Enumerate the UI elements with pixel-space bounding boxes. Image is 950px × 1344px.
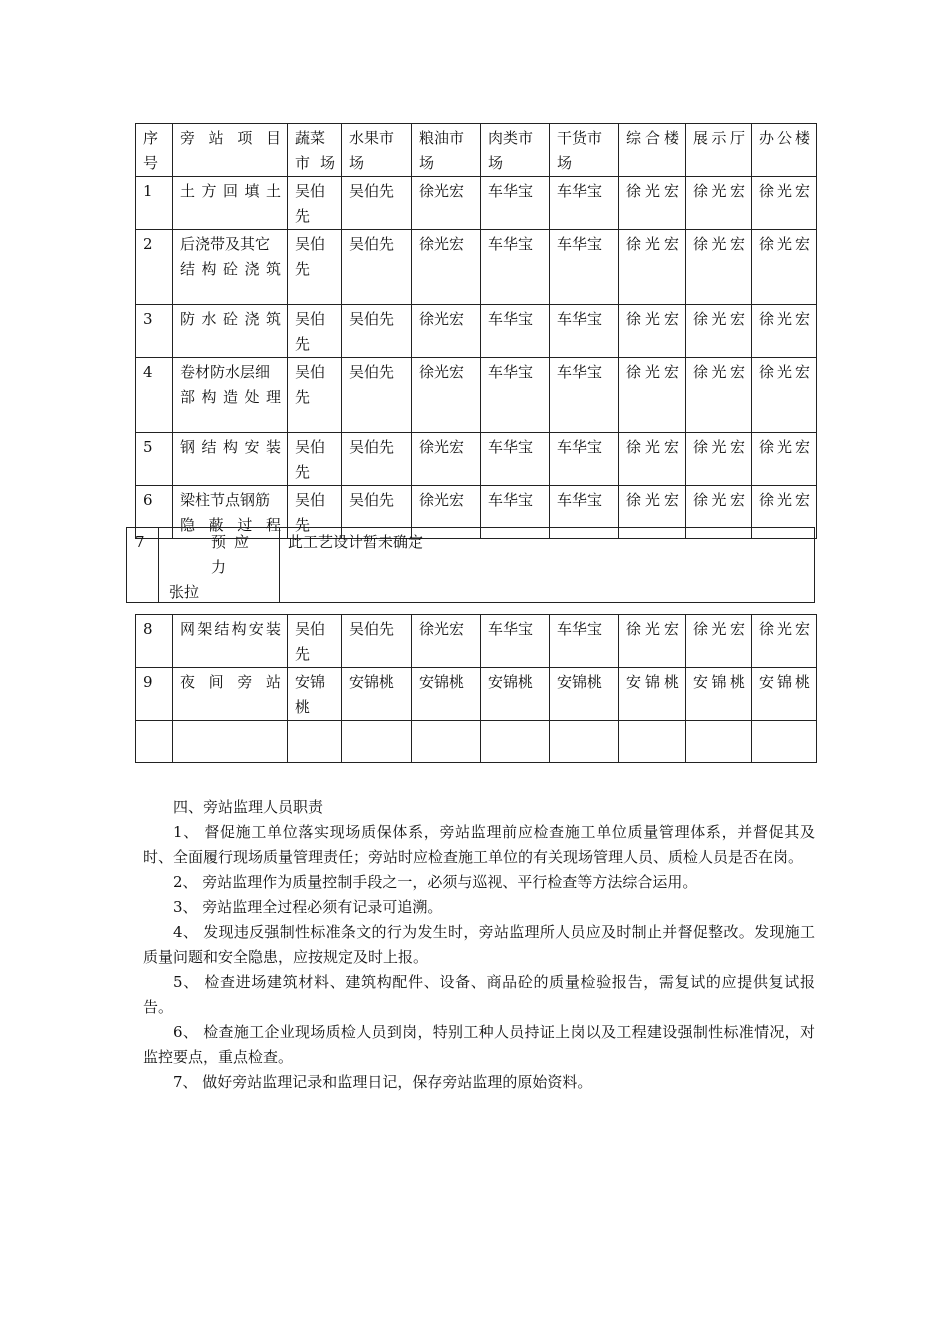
table-row-cell: 防水砼浇筑 xyxy=(173,305,288,358)
table-row-cell: 车华宝 xyxy=(550,433,619,486)
table-row-cell: 吴伯先 xyxy=(288,486,342,539)
table-row-cell: 徐光宏 xyxy=(752,177,817,230)
header-row-cell: 综合楼 xyxy=(619,124,686,177)
header-row-cell: 肉类市场 xyxy=(481,124,550,177)
table-row-cell: 6 xyxy=(136,486,173,539)
table-row-cell: 车华宝 xyxy=(481,177,550,230)
empty-row-cell xyxy=(686,721,752,763)
table-row-cell: 吴伯先 xyxy=(288,305,342,358)
row7-item-line2: 张拉 xyxy=(169,583,200,601)
table-row-cell: 吴伯先 xyxy=(342,305,412,358)
table-row-cell: 徐光宏 xyxy=(686,305,752,358)
duty-item: 3、 旁站监理全过程必须有记录可追溯。 xyxy=(173,898,443,916)
table-row-cell: 车华宝 xyxy=(481,230,550,305)
duty-item: 5、 检查进场建筑材料、建筑构配件、设备、商品砼的质量检验报告，需复试的应提供复试报告。 xyxy=(143,973,815,1016)
table-row-cell: 徐光宏 xyxy=(752,305,817,358)
table-row-cell: 3 xyxy=(136,305,173,358)
table-row-cell: 徐光宏 xyxy=(686,486,752,539)
table-row xyxy=(136,230,817,305)
table-row-cell: 夜间旁站 xyxy=(173,668,288,721)
table-row-cell: 徐光宏 xyxy=(412,615,481,668)
table-row-cell: 徐光宏 xyxy=(619,433,686,486)
table-row-cell: 安锦桃 xyxy=(686,668,752,721)
table-row-cell: 安锦桃 xyxy=(619,668,686,721)
table-row-cell: 安锦桃 xyxy=(342,668,412,721)
header-row-cell: 展示厅 xyxy=(686,124,752,177)
header-row-cell: 旁站项目 xyxy=(173,124,288,177)
table-row-cell: 车华宝 xyxy=(481,358,550,433)
table-row-cell: 网架结构安装 xyxy=(173,615,288,668)
row7-item-line1: 预应力 xyxy=(211,533,258,576)
table-row-cell: 吴伯先 xyxy=(342,230,412,305)
table-row-cell: 吴伯先 xyxy=(288,615,342,668)
table-row-cell: 安锦桃 xyxy=(752,668,817,721)
duties-section xyxy=(143,795,815,1095)
empty-row xyxy=(136,721,817,763)
table-row-cell: 安锦桃 xyxy=(288,668,342,721)
table-row-cell: 2 xyxy=(136,230,173,305)
table-row xyxy=(136,433,817,486)
empty-row-cell xyxy=(619,721,686,763)
empty-row-cell xyxy=(412,721,481,763)
table-row-cell: 吴伯先 xyxy=(342,358,412,433)
table-row-cell: 车华宝 xyxy=(550,230,619,305)
duty-item: 4、 发现违反强制性标准条文的行为发生时，旁站监理所人员应及时制止并督促整改。发现施工质量问题和安全隐患，应按规定及时上报。 xyxy=(143,923,815,966)
table-row-cell: 钢结构安装 xyxy=(173,433,288,486)
table-row-cell: 徐光宏 xyxy=(686,358,752,433)
table-row-cell: 5 xyxy=(136,433,173,486)
header-row-cell: 水果市场 xyxy=(342,124,412,177)
table-row-cell: 车华宝 xyxy=(550,486,619,539)
table-row-cell: 徐光宏 xyxy=(752,358,817,433)
duty-item: 6、 检查施工企业现场质检人员到岗，特别工种人员持证上岗以及工程建设强制性标准情况，对监控要点，重点检查。 xyxy=(143,1023,815,1066)
table-row-cell: 车华宝 xyxy=(481,615,550,668)
table-row xyxy=(136,615,817,668)
empty-row-cell xyxy=(481,721,550,763)
table-row-cell: 车华宝 xyxy=(550,615,619,668)
header-row-cell: 办公楼 xyxy=(752,124,817,177)
table-row-cell: 徐光宏 xyxy=(686,230,752,305)
table-row-cell: 吴伯先 xyxy=(342,615,412,668)
table-row-cell: 徐光宏 xyxy=(412,230,481,305)
empty-row-cell xyxy=(173,721,288,763)
table-row-cell: 车华宝 xyxy=(481,486,550,539)
table-row-cell: 吴伯先 xyxy=(342,433,412,486)
table-row-cell: 车华宝 xyxy=(550,358,619,433)
table-row xyxy=(136,668,817,721)
empty-row-cell xyxy=(288,721,342,763)
table-row-cell: 徐光宏 xyxy=(752,433,817,486)
header-row-cell: 粮油市场 xyxy=(412,124,481,177)
header-row xyxy=(136,124,817,177)
table-row-cell: 安锦桃 xyxy=(481,668,550,721)
table-row-cell: 吴伯先 xyxy=(288,433,342,486)
table-row-cell: 8 xyxy=(136,615,173,668)
empty-row-cell xyxy=(342,721,412,763)
table-row-cell: 徐光宏 xyxy=(686,615,752,668)
header-row-cell: 干货市场 xyxy=(550,124,619,177)
table-row-cell: 安锦桃 xyxy=(412,668,481,721)
table-row-cell: 吴伯先 xyxy=(288,358,342,433)
table-row-cell: 徐光宏 xyxy=(412,305,481,358)
table-row-cell: 吴伯先 xyxy=(342,177,412,230)
table-row xyxy=(136,358,817,433)
duty-item: 7、 做好旁站监理记录和监理日记，保存旁站监理的原始资料。 xyxy=(173,1073,593,1091)
empty-row-cell xyxy=(136,721,173,763)
table-row-cell: 安锦桃 xyxy=(550,668,619,721)
table-row-cell: 徐光宏 xyxy=(619,615,686,668)
table-row-cell: 徐光宏 xyxy=(412,433,481,486)
table-row-cell: 车华宝 xyxy=(481,433,550,486)
table-row-cell: 徐光宏 xyxy=(412,486,481,539)
row7-note: 此工艺设计暂未确定 xyxy=(288,533,424,551)
table-row-cell: 徐光宏 xyxy=(752,615,817,668)
table-row-cell: 卷材防水层细部构造处理 xyxy=(173,358,288,433)
section-title: 四、旁站监理人员职责 xyxy=(173,798,324,816)
table-row-cell: 梁柱节点钢筋隐蔽过程 xyxy=(173,486,288,539)
table-row-cell: 徐光宏 xyxy=(619,305,686,358)
table-row-cell: 徐光宏 xyxy=(619,358,686,433)
header-row-cell: 蔬菜市场 xyxy=(288,124,342,177)
duty-item: 2、 旁站监理作为质量控制手段之一，必须与巡视、平行检查等方法综合运用。 xyxy=(173,873,698,891)
table-row-cell: 吴伯先 xyxy=(288,177,342,230)
empty-row-cell xyxy=(550,721,619,763)
table-row-cell: 徐光宏 xyxy=(752,230,817,305)
table-row-cell: 土方回填土 xyxy=(173,177,288,230)
table-row-cell: 徐光宏 xyxy=(619,177,686,230)
table-row-cell: 徐光宏 xyxy=(412,358,481,433)
table-row-cell: 后浇带及其它结构砼浇筑 xyxy=(173,230,288,305)
table-row-cell: 吴伯先 xyxy=(342,486,412,539)
table-row-cell: 9 xyxy=(136,668,173,721)
table-row-cell: 徐光宏 xyxy=(619,486,686,539)
table-row-cell: 徐光宏 xyxy=(412,177,481,230)
table-row-cell: 1 xyxy=(136,177,173,230)
table-row-cell: 吴伯先 xyxy=(288,230,342,305)
table-row-cell: 车华宝 xyxy=(550,177,619,230)
table-row-cell: 徐光宏 xyxy=(686,433,752,486)
supervision-table xyxy=(135,123,817,763)
table-row xyxy=(136,177,817,230)
table-row-7 xyxy=(126,527,815,603)
table-row-cell: 4 xyxy=(136,358,173,433)
table-row-cell: 车华宝 xyxy=(550,305,619,358)
table-row xyxy=(136,305,817,358)
row7-no: 7 xyxy=(127,528,159,602)
empty-row-cell xyxy=(752,721,817,763)
row7-item xyxy=(159,528,280,602)
duty-item: 1、 督促施工单位落实现场质保体系，旁站监理前应检查施工单位质量管理体系，并督促其及时、全面履行现场质量管理责任；旁站时应检查施工单位的有关现场管理人员、质检人员是否在岗。 xyxy=(143,823,815,866)
table-row-cell: 徐光宏 xyxy=(752,486,817,539)
header-row-cell: 序号 xyxy=(136,124,173,177)
table-row-cell: 徐光宏 xyxy=(619,230,686,305)
table-row-cell: 车华宝 xyxy=(481,305,550,358)
table-row-cell: 徐光宏 xyxy=(686,177,752,230)
